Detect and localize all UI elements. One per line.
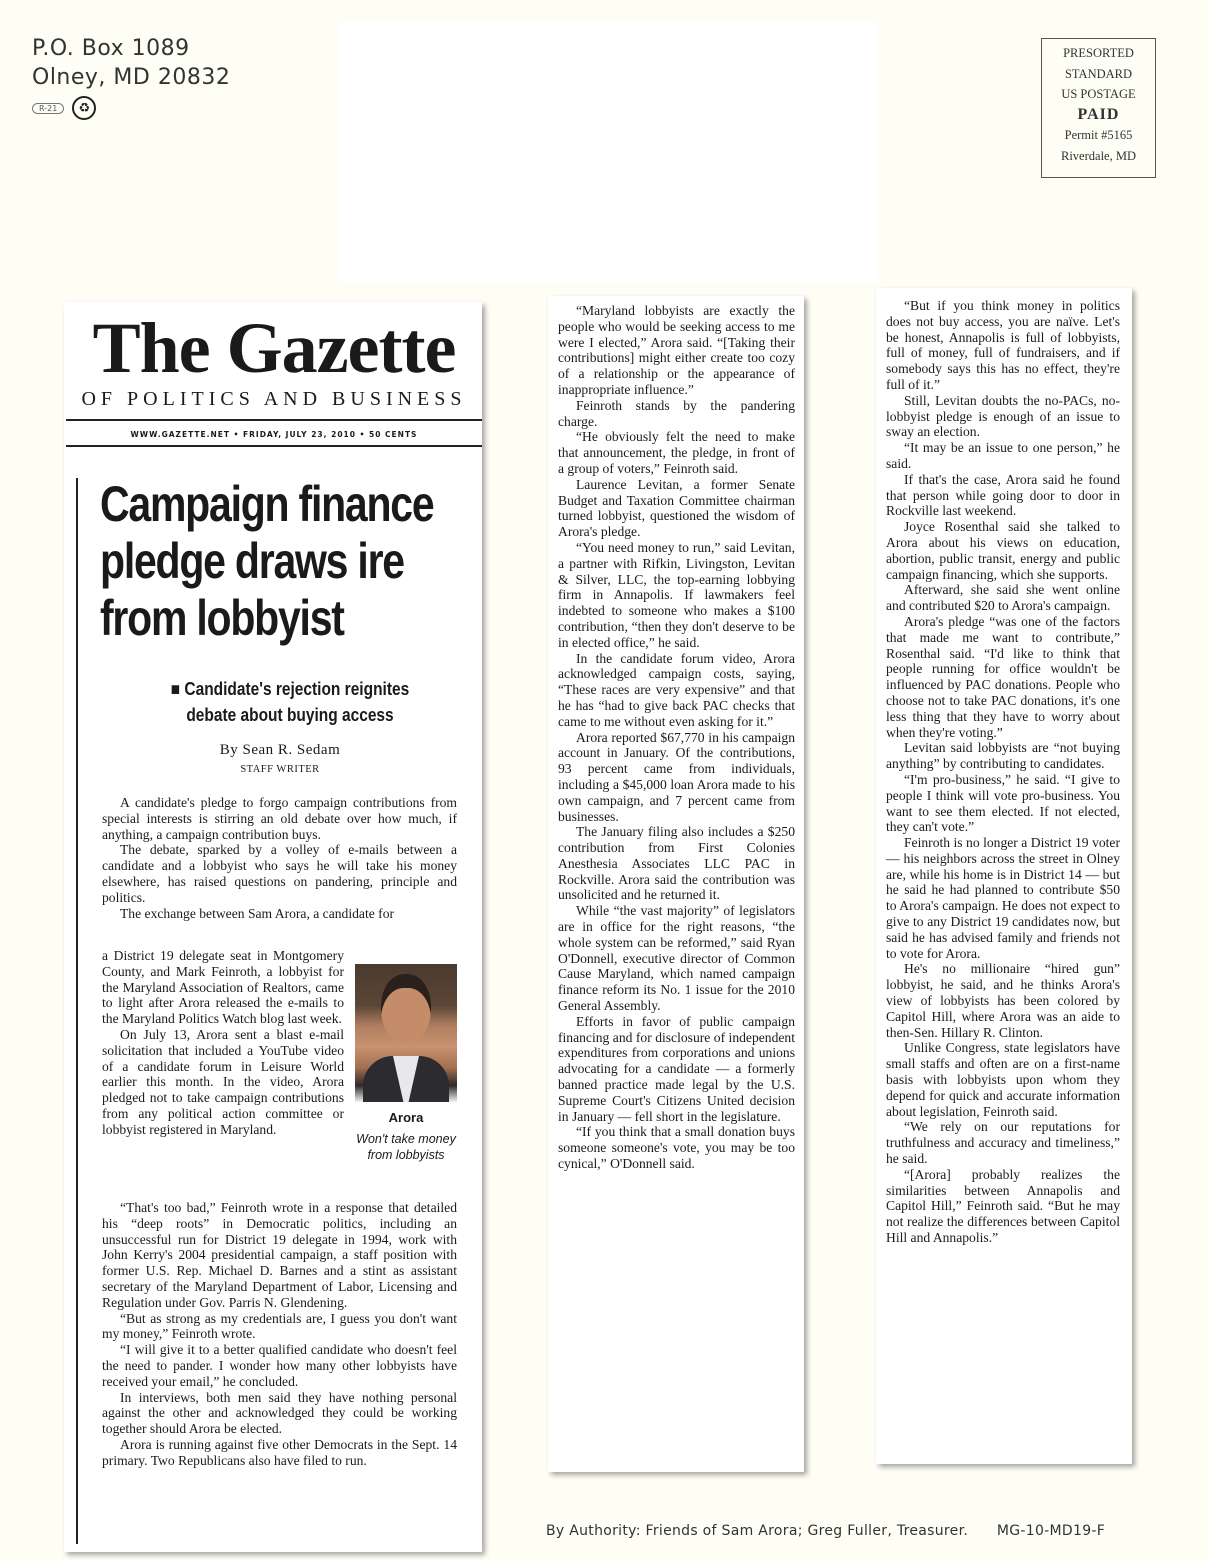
masthead-rule <box>66 445 482 447</box>
recycle-row <box>32 96 96 120</box>
paragraph: In interviews, both men said they have nothing personal against the other and acknowledged they could be working together should Arora be elected. <box>102 1389 457 1437</box>
paid-for-disclaimer <box>546 1523 1105 1539</box>
masthead <box>66 310 482 447</box>
paragraph: “If you think that a small donation buys someone someone's vote, you may be too cynical,” O'Donnell said. <box>558 1124 795 1172</box>
paragraph: Still, Levitan doubts the no-PACs, no-lobbyist pledge is enough of an issue to sway an election. <box>886 392 1120 440</box>
paragraph: “But as strong as my credentials are, I guess you don't want my money,” Feinroth wrote. <box>102 1310 457 1342</box>
footer-code: MG-10-MD19-F <box>996 1523 1106 1539</box>
address-window <box>338 22 878 282</box>
paragraph: The January filing also includes a $250 contribution from First Colonies Anesthesia Associates LLC PAC in Rockville. Arora said the contribution was unsolicited and he returned it. <box>558 824 795 903</box>
return-address-line1: P.O. Box 1089 <box>32 36 190 61</box>
paragraph: The exchange between Sam Arora, a candidate for <box>120 905 395 921</box>
paragraph: A candidate's pledge to forgo campaign contributions from special interests is stirring an old debate over how much, if anything, a campaign contribution buys. <box>102 795 457 842</box>
paragraph: In the candidate forum video, Arora acknowledged campaign costs, saying, “These races are very expensive” and that he has “had to give back PAC checks that came to me without even asking for it.” <box>558 650 795 729</box>
byline: By Sean R. Sedam <box>219 742 341 758</box>
paragraph: Arora reported $67,770 in his campaign account in January. Of the contributions, 93 percent came from individuals, including a $45,000 loan Arora made to his own campaign, and 7 percent came from businesses. <box>558 729 795 824</box>
indicia-line: PRESORTED <box>1063 46 1134 60</box>
byline-role: STAFF WRITER <box>240 764 320 775</box>
indicia-paid: PAID <box>1077 105 1120 123</box>
photo-caption-text: Won't take money from lobbyists <box>356 1132 456 1162</box>
recycle-icon: ♻ <box>72 96 96 120</box>
masthead-title: The Gazette <box>92 308 456 388</box>
photo-caption-name: Arora <box>388 1110 424 1125</box>
photo-head <box>381 974 431 1044</box>
paragraph: Arora's pledge “was one of the factors that made me want to contribute,” Rosenthal said. “I'd like to think that people running for office wouldn't be influenced by PAC donations. People who choose not to take PAC donations, it's one less thing that they have to worry about when they're voting.” <box>886 613 1120 740</box>
paragraph: a District 19 delegate seat in Montgomery County, and Mark Feinroth, a lobbyist for the Maryland Association of Realtors, came to light after Arora released the e-mails to the Maryland Politics Watch blog last week. <box>102 948 344 1027</box>
masthead-rule <box>66 419 482 421</box>
footer-authority: By Authority: Friends of Sam Arora; Greg Fuller, Treasurer. <box>546 1523 969 1539</box>
masthead-dateline: WWW.GAZETTE.NET • FRIDAY, JULY 23, 2010 • 50 CENTS <box>130 430 418 439</box>
article-col2 <box>558 303 795 1172</box>
paragraph: “Maryland lobbyists are exactly the people who would be seeking access to me were I elected,” Arora said. “[Taking their contributions] might either create too cozy of a relationship or the appearance of inappropriate influence.” <box>558 303 795 397</box>
paragraph: Laurence Levitan, a former Senate Budget and Taxation Committee chairman turned lobbyist, questioned the wisdom of Arora's pledge. <box>558 476 795 540</box>
paragraph: Efforts in favor of public campaign financing and for disclosure of independent expenditures from corporations and unions advocating for a candidate — a formerly banned practice made legal by the U.S. Supreme Court's Citizens United decision in January — fell short in the legislature. <box>558 1013 795 1124</box>
paragraph: “That's too bad,” Feinroth wrote in a response that detailed his “deep roots” in Democratic politics, including an unsuccessful run for District 19 delegate in 1994, work with John Kerry's 2004 presidential campaign, a staff position with former U.S. Rep. Michael D. Barnes and a stint as assistant secretary of the Maryland Department of Labor, Licensing and Regulation under Gov. Parris N. Glendening. <box>102 1200 457 1310</box>
paragraph: “[Arora] probably realizes the similarities between Annapolis and Capitol Hill,” Feinroth said. “But he may not realize the differences between Capitol Hill and Annapolis.” <box>886 1166 1120 1246</box>
arora-photo <box>355 964 457 1102</box>
paragraph: “I'm pro-business,” he said. “I give to people I think will vote pro-business. You want to see them elected. If not elected, they can't vote.” <box>886 771 1120 835</box>
indicia-line: STANDARD <box>1064 66 1133 81</box>
paragraph: Feinroth stands by the pandering charge. <box>558 397 795 429</box>
postage-indicia <box>1041 38 1156 178</box>
paragraph: Feinroth is no longer a District 19 voter — his neighbors across the street in Olney are, while his home is in District 14 — but he said he had planned to contribute $50 to Arora's campaign. He does not expect to give to any District 19 candidates now, but said he has advised family and friends not to vote for Arora. <box>886 835 1120 961</box>
headline: Campaign finance pledge draws ire from lobbyist <box>100 476 434 646</box>
paragraph: He's no millionaire “hired gun” lobbyist, he said, and he thinks Arora's view of lobbyists has been colored by Capitol Hill, where Arora was an aide to then-Sen. Hillary R. Clinton. <box>886 961 1120 1040</box>
paragraph: Arora is running against five other Democrats in the Sept. 14 primary. Two Republicans also have filed to run. <box>102 1436 457 1468</box>
recycle-mark: R-21 <box>32 103 64 114</box>
return-address <box>32 34 230 92</box>
article-col1-mid <box>102 948 344 1138</box>
paragraph: Joyce Rosenthal said she talked to Arora about his views on education, abortion, public transit, energy and public campaign financing, which she supports. <box>886 519 1120 582</box>
paragraph: The debate, sparked by a volley of e-mails between a candidate and a lobbyist who says he will take his money elsewhere, has raised questions on pandering, principle and politics. <box>102 842 457 905</box>
return-address-line2: Olney, MD 20832 <box>32 65 231 90</box>
indicia-line: Riverdale, MD <box>1061 148 1136 163</box>
article-col3 <box>886 298 1120 1246</box>
indicia-line: Permit #5165 <box>1064 128 1133 142</box>
paragraph: “But if you think money in politics does not buy access, you are naïve. Let's be honest, Annapolis is full of lobbyists, full of money, full of fundraisers, and if somebody says this has no effect, they're full of it.” <box>886 298 1120 392</box>
paragraph: On July 13, Arora sent a blast e-mail solicitation that included a YouTube video of a candidate forum in Leisure World earlier this month. In the video, Arora pledged not to take campaign contributions from any political action committee or lobbyist registered in Maryland. <box>102 1026 344 1137</box>
column-rule <box>76 478 78 1544</box>
paragraph: Unlike Congress, state legislators have small staffs and often are on a first-name basis with lobbyists upon whom they depend for quick and accurate information about legislation, Feinroth said. <box>886 1040 1120 1119</box>
paragraph: While “the vast majority” of legislators are in office for the right reasons, “the whole system can be reformed,” said Ryan O'Donnell, executive director of Common Cause Maryland, which named campaign finance reform its No. 1 issue for the 2010 General Assembly. <box>558 903 795 1014</box>
masthead-subtitle: OF POLITICS AND BUSINESS <box>81 388 467 410</box>
paragraph: “He obviously felt the need to make that announcement, the pledge, in front of a group of voters,” Feinroth said. <box>558 429 795 476</box>
paragraph: “I will give it to a better qualified candidate who doesn't feel the need to pander. I wonder how many other lobbyists have received your email,” he concluded. <box>102 1342 457 1389</box>
article-col1-bottom <box>102 1200 457 1469</box>
deck: ■ Candidate's rejection reignites debate about buying access <box>170 679 410 725</box>
paragraph: “It may be an issue to one person,” he said. <box>886 440 1120 471</box>
paragraph: Levitan said lobbyists are “not buying anything” by contributing to candidates. <box>886 740 1120 772</box>
paragraph: Afterward, she said she went online and contributed $20 to Arora's campaign. <box>886 582 1120 614</box>
paragraph: If that's the case, Arora said he found that person while going door to door in Rockville last weekend. <box>886 471 1120 519</box>
indicia-line: US POSTAGE <box>1061 87 1136 101</box>
paragraph: “We rely on our reputations for truthfulness and accuracy and timeliness,” he said. <box>886 1119 1120 1167</box>
deck-text: Candidate's rejection reignites debate about buying access <box>184 679 410 725</box>
paragraph: “You need money to run,” said Levitan, a partner with Rifkin, Livingston, Levitan & Silver, LLC, the top-earning lobbying firm in Annapolis. If lawmakers feel indebted to someone who makes a $100 contribution, “then they don't deserve to be in elected office,” he said. <box>558 539 795 650</box>
article-col1-top <box>102 795 457 921</box>
